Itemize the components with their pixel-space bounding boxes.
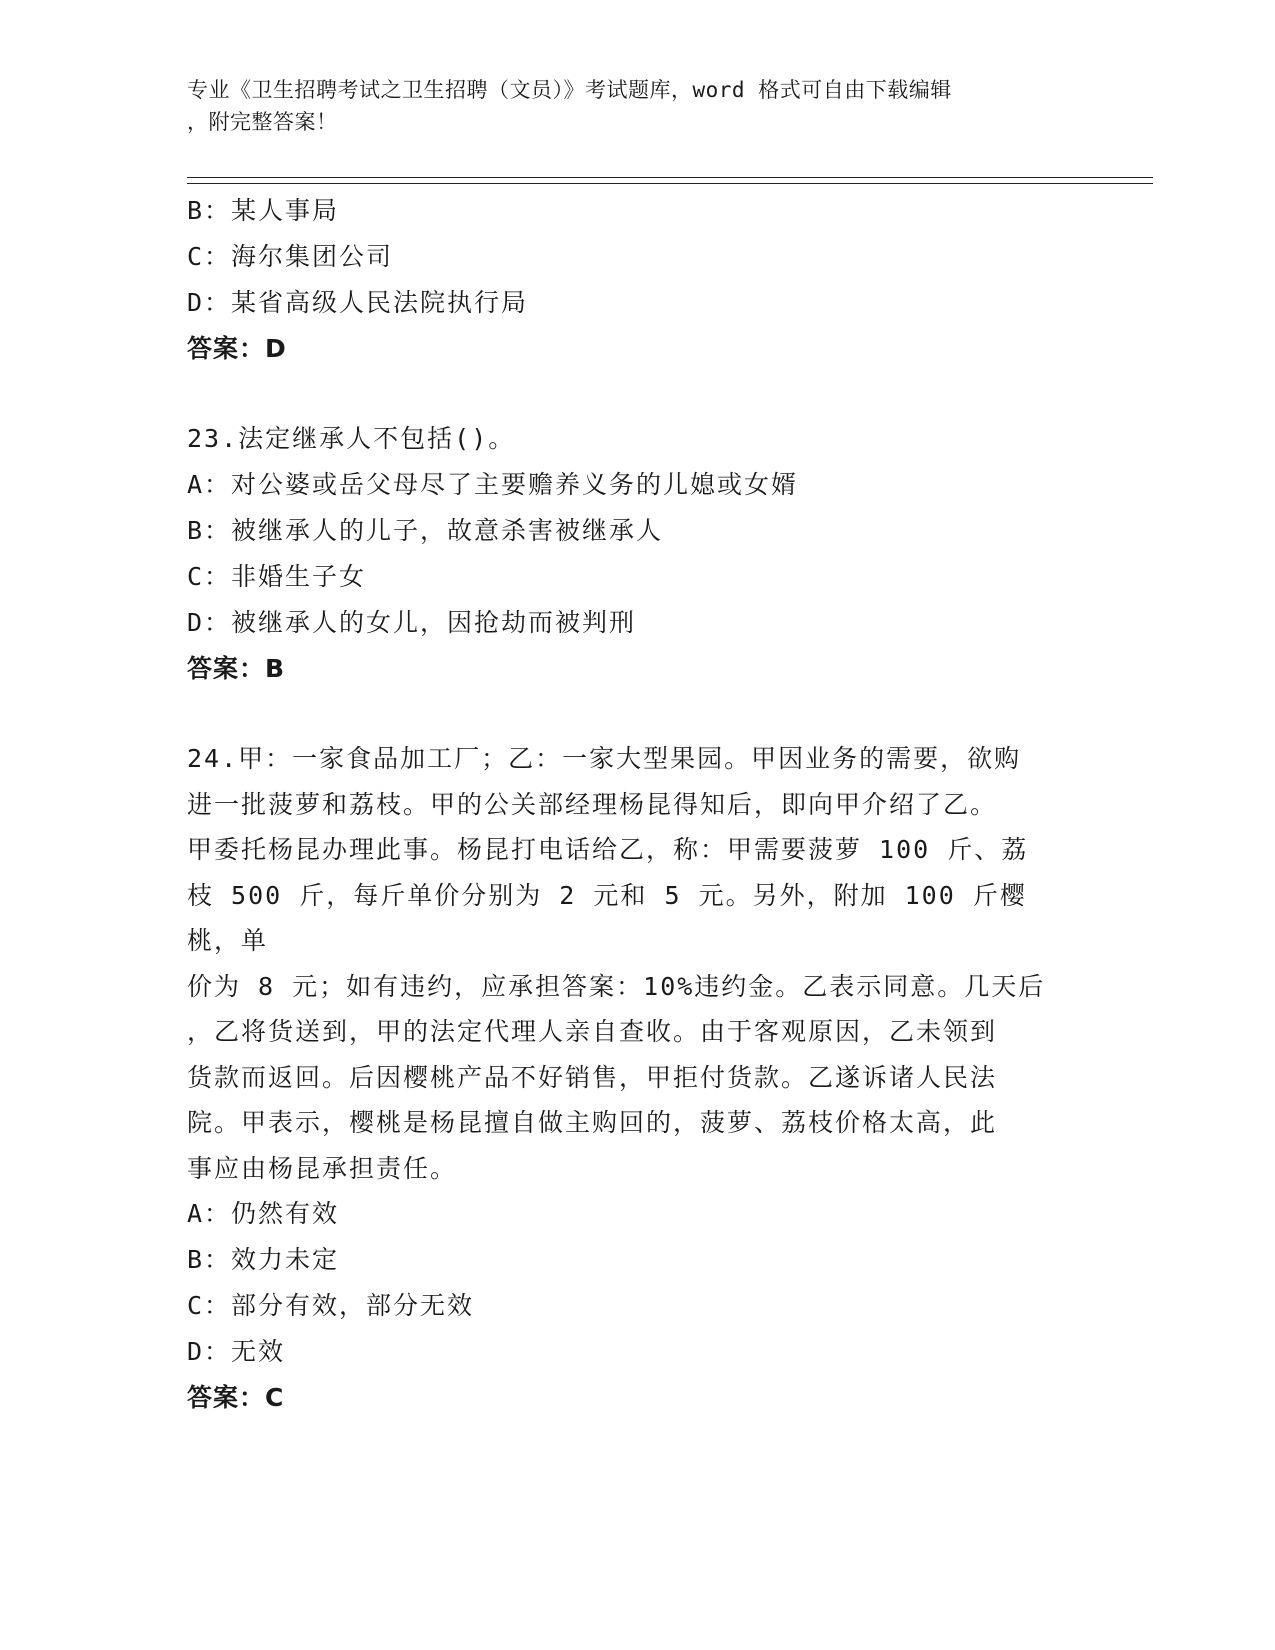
- header-note-line-1: 专业《卫生招聘考试之卫生招聘（文员）》考试题库，word 格式可自由下载编辑: [187, 78, 952, 102]
- stem-line: 价为 8 元；如有违约，应承担答案：10%违约金。乙表示同意。几天后: [187, 971, 1046, 1001]
- option-b: B：效力未定: [187, 1245, 340, 1274]
- option-d: D：被继承人的女儿，因抢劫而被判刑: [187, 608, 637, 637]
- stem-line: 24.甲：一家食品加工厂；乙：一家大型果园。甲因业务的需要，欲购: [187, 744, 1022, 773]
- question-23: [187, 416, 1067, 692]
- stem-line: 院。甲表示，樱桃是杨昆擅自做主购回的，菠萝、荔枝价格太高，此: [187, 1108, 998, 1137]
- spacer: [187, 372, 1067, 416]
- option-c: C：部分有效，部分无效: [187, 1291, 475, 1320]
- option-d: D：某省高级人民法院执行局: [187, 288, 529, 317]
- stem-line: 货款而返回。后因樱桃产品不好销售，甲拒付货款。乙遂诉诸人民法: [187, 1062, 998, 1092]
- option-a: A：对公婆或岳父母尽了主要赡养义务的儿媳或女婿: [187, 470, 799, 499]
- stem-line: ，乙将货送到，甲的法定代理人亲自查收。由于客观原因，乙未领到: [187, 1017, 998, 1046]
- stem-line: 事应由杨昆承担责任。: [187, 1153, 458, 1183]
- question-stem: [187, 736, 1067, 1191]
- option-b: B：某人事局: [187, 196, 340, 225]
- option-c: C：海尔集团公司: [187, 242, 394, 271]
- option-a: A：仍然有效: [187, 1199, 340, 1228]
- stem-line: 进一批菠萝和荔枝。甲的公关部经理杨昆得知后，即向甲介绍了乙。: [187, 789, 998, 819]
- header-divider-bottom: [187, 183, 1153, 184]
- option-b: B：被继承人的儿子，故意杀害被继承人: [187, 516, 664, 545]
- option-d: D：无效: [187, 1337, 286, 1366]
- answer-label: 答案：D: [187, 334, 287, 363]
- question-24: [187, 736, 1067, 1421]
- question-stem: 23.法定继承人不包括()。: [187, 424, 516, 453]
- stem-line: 甲委托杨昆办理此事。杨昆打电话给乙，称：甲需要菠萝 100 斤、荔: [187, 835, 1029, 864]
- question-22-tail: [187, 188, 1067, 372]
- stem-line: 枝 500 斤，每斤单价分别为 2 元和 5 元。另外，附加 100 斤樱桃，单: [187, 880, 1027, 955]
- answer-label: 答案：B: [187, 654, 286, 683]
- answer-label: 答案：C: [187, 1383, 285, 1412]
- spacer: [187, 692, 1067, 736]
- question-content: [187, 188, 1067, 1421]
- header-note-line-2: ，附完整答案！: [187, 110, 338, 134]
- document-header-note: [187, 74, 1067, 138]
- option-c: C：非婚生子女: [187, 562, 367, 591]
- header-divider-top: [187, 177, 1153, 178]
